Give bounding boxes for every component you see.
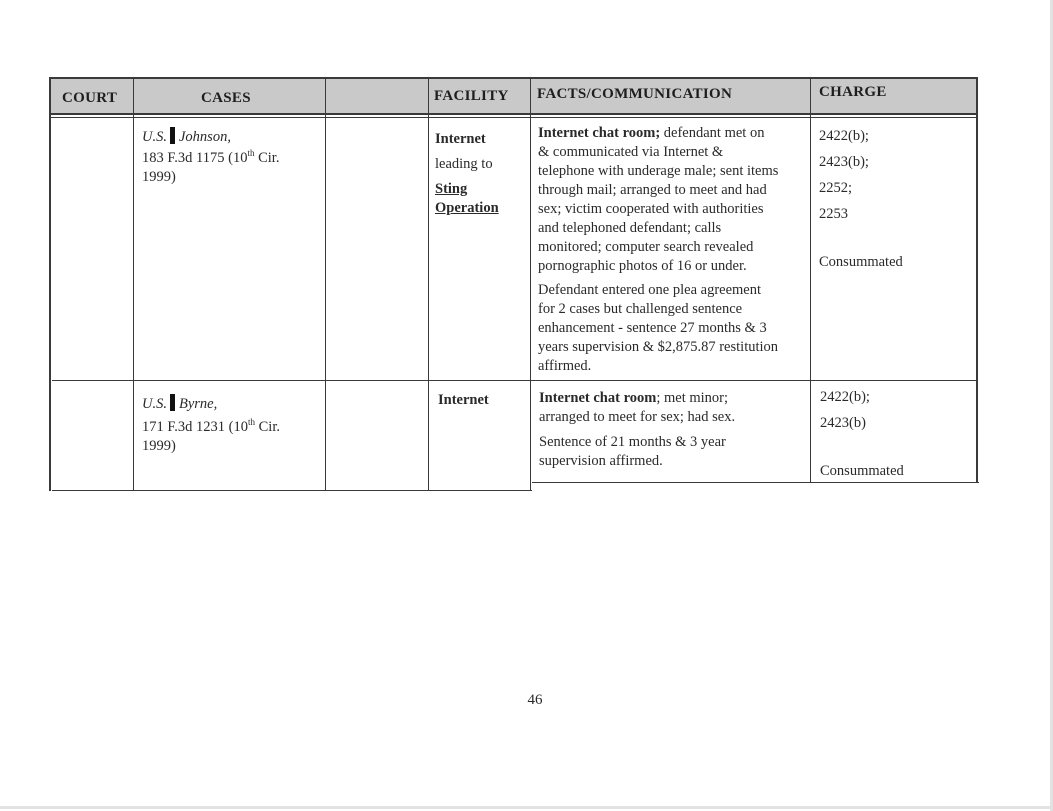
charge-cell-byrne <box>820 384 975 484</box>
facts-line-1 <box>539 389 809 408</box>
facts-line: through mail; arranged to meet and had <box>538 182 767 198</box>
header-facts: FACTS/COMMUNICATION <box>537 86 733 102</box>
citation-court: Cir. <box>255 419 280 435</box>
facts-line-1-rest: defendant met on <box>660 125 765 141</box>
facts-line: telephone with underage male; sent items <box>538 163 779 179</box>
charge-code: 2253 <box>819 206 848 222</box>
citation-sup: th <box>247 148 255 159</box>
facts-line: supervision affirmed. <box>539 453 663 469</box>
charge-status: Consummated <box>820 463 904 479</box>
facts-line: Defendant entered one plea agreement <box>538 282 762 298</box>
case-party-name: Johnson, <box>178 129 231 145</box>
header-facility: FACILITY <box>434 88 509 104</box>
facts-line-1 <box>538 124 810 143</box>
charge-code: 2423(b) <box>820 415 866 431</box>
citation-text: 171 F.3d 1231 (10 <box>142 419 248 435</box>
facts-line: & communicated via Internet & <box>538 144 724 160</box>
case-year: 1999) <box>142 169 176 185</box>
header-bottom-border-2 <box>49 117 977 118</box>
case-party-name: Byrne, <box>178 396 218 412</box>
case-party-us: U.S. <box>142 129 167 145</box>
case-citation <box>142 418 322 437</box>
header-charge: CHARGE <box>819 84 887 100</box>
citation-court: Cir. <box>254 150 280 166</box>
charge-code: 2423(b); <box>819 154 869 170</box>
charge-code: 2422(b); <box>820 389 870 405</box>
charge-code: 2252; <box>819 180 853 196</box>
facts-cell-johnson <box>538 124 810 376</box>
header-court: COURT <box>62 90 118 106</box>
facility-operation: Operation <box>435 200 499 216</box>
col-line-court <box>133 78 134 491</box>
facts-line: affirmed. <box>538 358 592 374</box>
col-line-facts <box>810 78 811 483</box>
table-top-border <box>49 77 977 79</box>
page-number: 46 <box>527 692 543 708</box>
facts-line: arranged to meet for sex; had sex. <box>539 409 736 425</box>
row-divider <box>52 380 978 381</box>
facility-cell-johnson <box>435 127 527 218</box>
redaction-bar <box>170 127 175 144</box>
scan-edge-bottom <box>0 806 1053 809</box>
col-line-blank <box>428 78 429 491</box>
case-party-us: U.S. <box>142 396 167 412</box>
redaction-bar <box>170 394 175 411</box>
facts-line: sex; victim cooperated with authorities <box>538 201 764 217</box>
facts-line: Sentence of 21 months & 3 year <box>539 434 726 450</box>
facts-line: years supervision & $2,875.87 restitution <box>538 339 779 355</box>
facts-line: monitored; computer search revealed <box>538 239 754 255</box>
facility-internet: Internet <box>438 392 489 408</box>
facility-leading-to: leading to <box>435 156 493 172</box>
facts-bold-lead: Internet chat room <box>539 390 657 406</box>
facts-line: and telephoned defendant; calls <box>538 220 722 236</box>
facts-line-1-rest: ; met minor; <box>656 390 729 406</box>
facts-line: for 2 cases but challenged sentence <box>538 301 743 317</box>
col-line-cases <box>325 78 326 491</box>
header-cases: CASES <box>201 90 251 106</box>
col-line-right <box>976 77 978 483</box>
case-name <box>142 127 322 147</box>
facility-sting: Sting <box>435 181 468 197</box>
facts-line: enhancement - sentence 27 months & 3 <box>538 320 767 336</box>
case-name <box>142 394 322 414</box>
col-line-facility <box>530 78 531 491</box>
case-year: 1999) <box>142 438 176 454</box>
facts-line: pornographic photos of 16 or under. <box>538 258 747 274</box>
citation-sup: th <box>247 417 255 428</box>
facts-cell-byrne <box>539 389 809 471</box>
charge-status: Consummated <box>819 254 903 270</box>
facility-cell-byrne <box>438 391 528 410</box>
facts-bold-lead: Internet chat room; <box>538 125 661 141</box>
case-cell-byrne <box>142 394 322 456</box>
citation-text: 183 F.3d 1175 (10 <box>142 150 248 166</box>
table-bottom-border-left <box>52 490 532 491</box>
charge-cell-johnson <box>819 123 974 275</box>
header-bottom-border <box>49 113 977 115</box>
col-line-left <box>49 77 51 491</box>
case-cell-johnson <box>142 127 322 187</box>
facility-internet: Internet <box>435 131 486 147</box>
case-citation <box>142 149 322 168</box>
charge-code: 2422(b); <box>819 128 869 144</box>
